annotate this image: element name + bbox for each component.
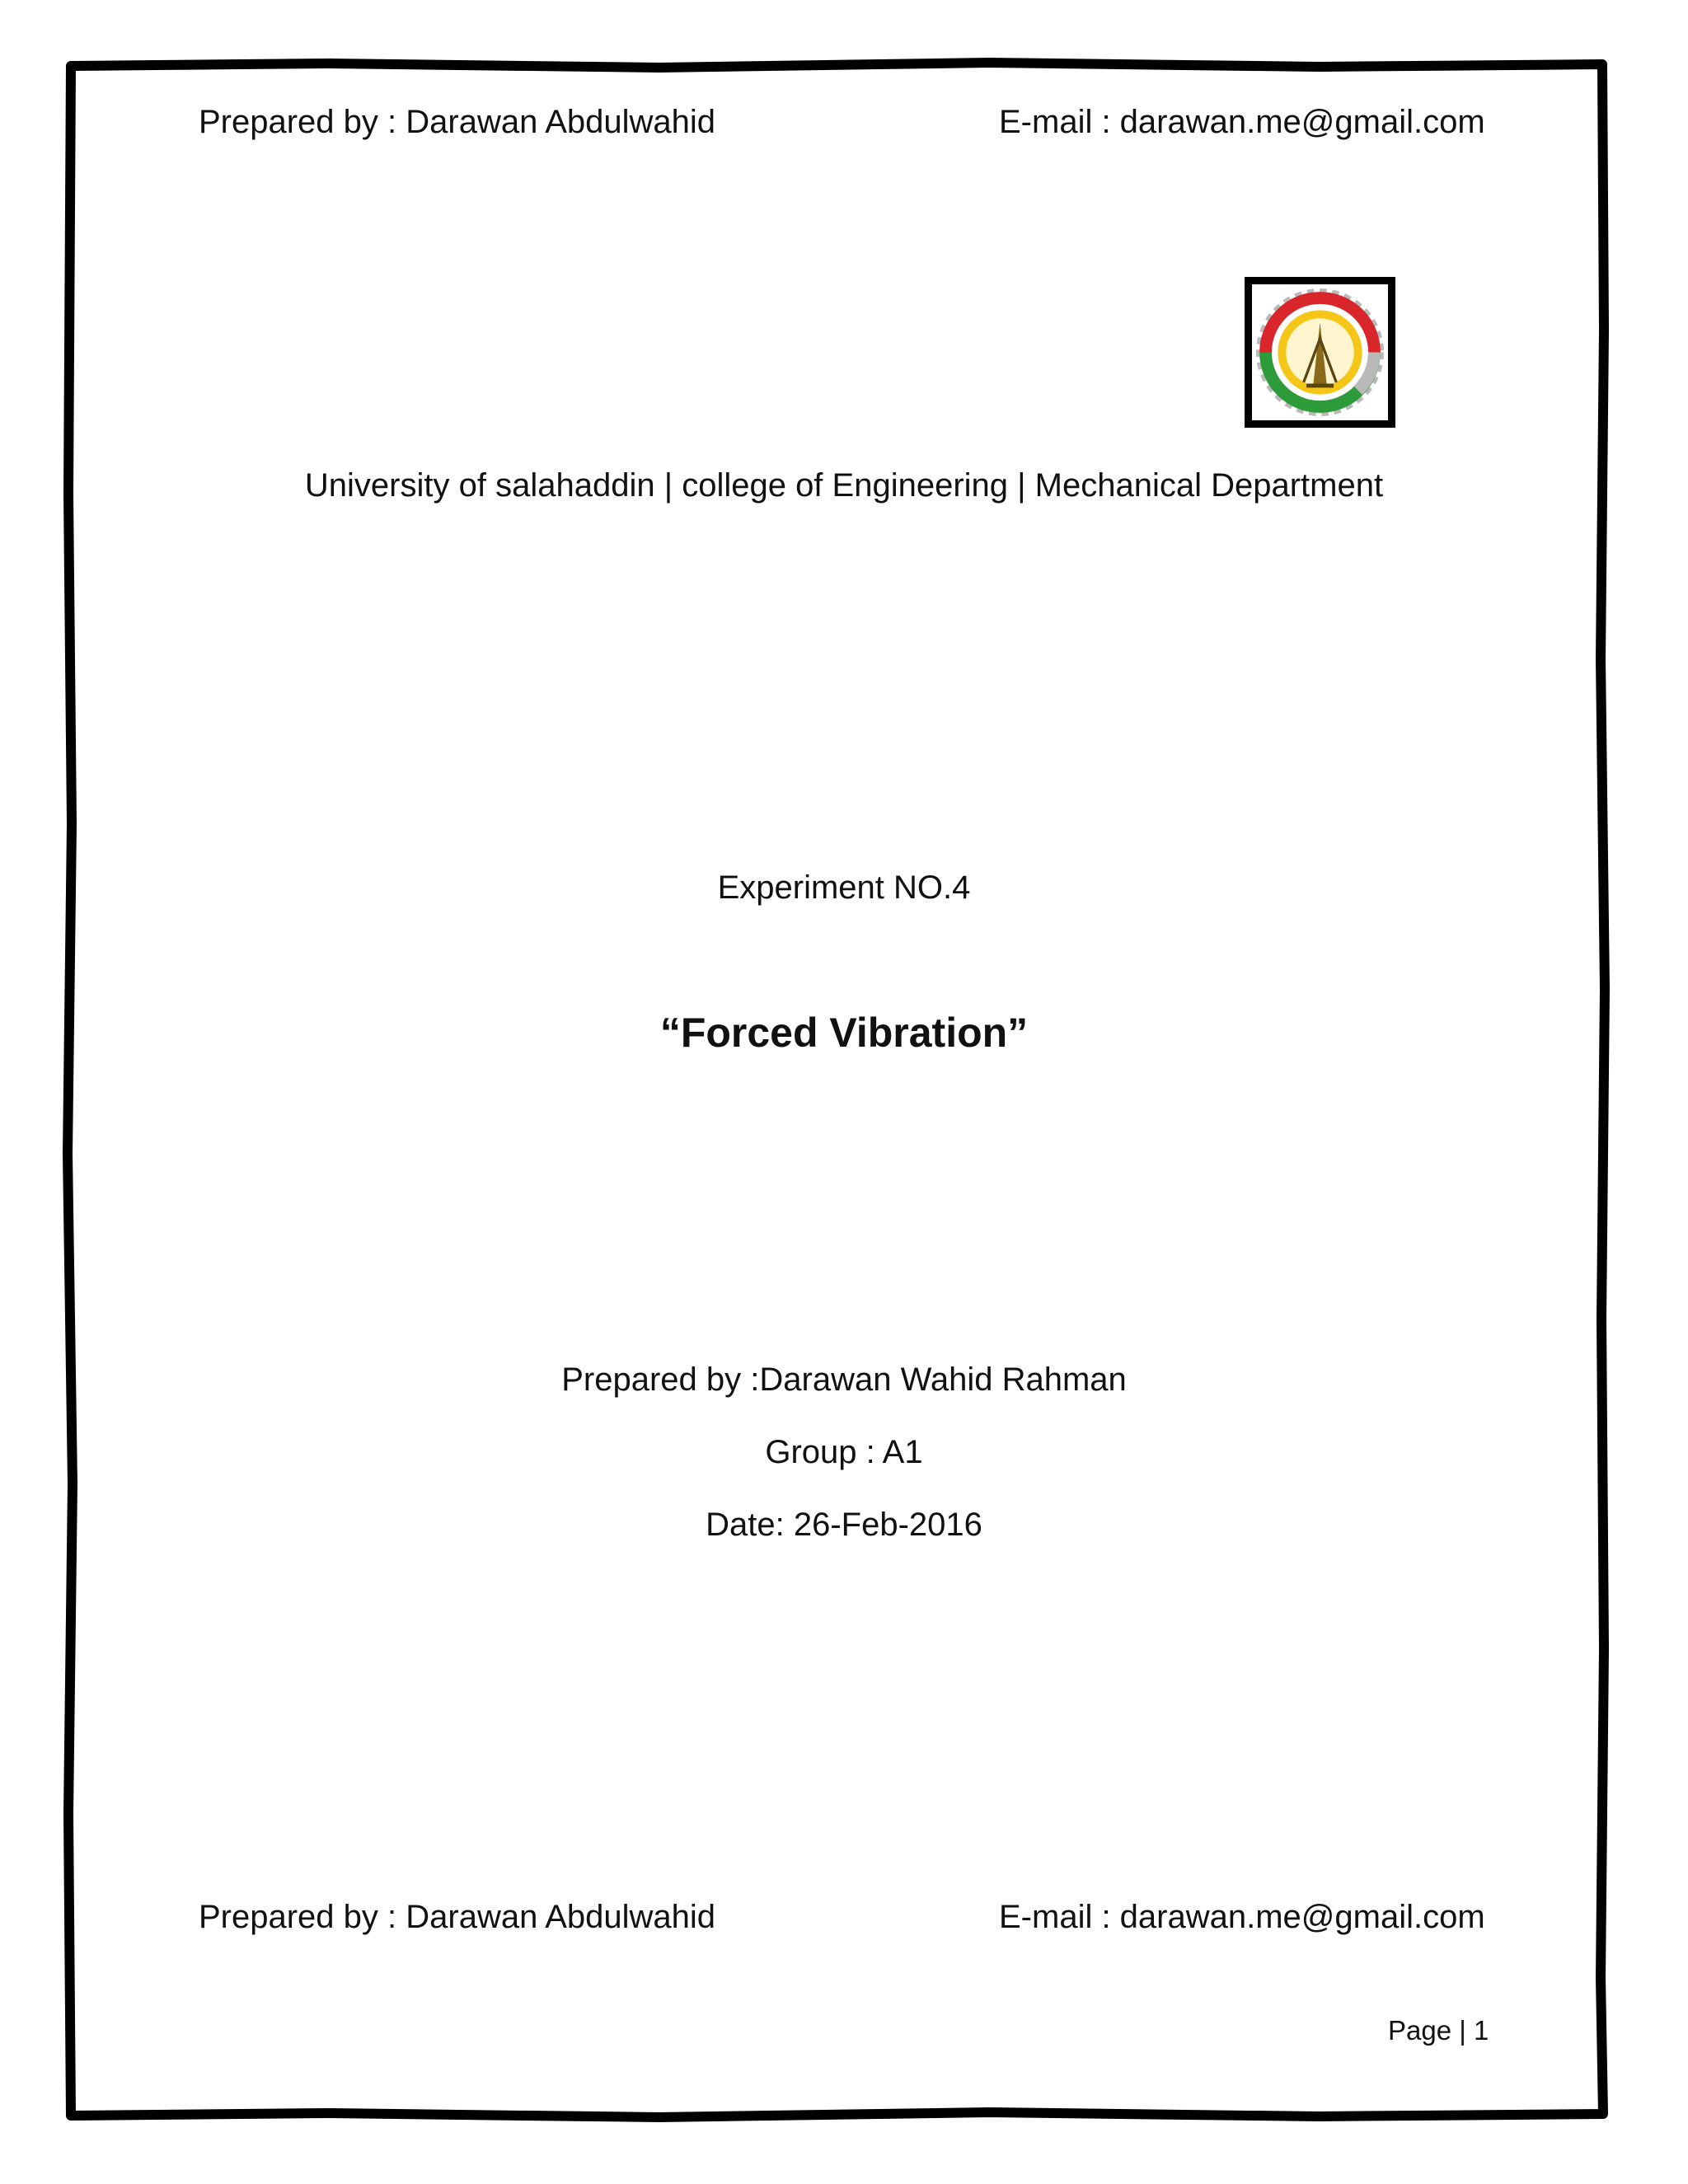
footer-email: E-mail : darawan.me@gmail.com [999,1899,1485,1935]
details-date: Date: 26-Feb-2016 [706,1507,982,1543]
university-seal-icon [1252,284,1388,420]
header-email: E-mail : darawan.me@gmail.com [999,104,1485,140]
details-group: Group : A1 [765,1434,923,1470]
page-number: Page | 1 [1388,2015,1489,2046]
details-prepared-by: Prepared by :Darawan Wahid Rahman [561,1361,1127,1398]
experiment-number: Experiment NO.4 [717,869,971,906]
footer-prepared-by: Prepared by : Darawan Abdulwahid [199,1899,716,1935]
header-prepared-by: Prepared by : Darawan Abdulwahid [199,104,716,140]
university-logo [1245,277,1395,428]
institution-line: University of salahaddin | college of Engineering | Mechanical Department [304,467,1384,504]
experiment-title: “Forced Vibration” [659,1010,1029,1056]
